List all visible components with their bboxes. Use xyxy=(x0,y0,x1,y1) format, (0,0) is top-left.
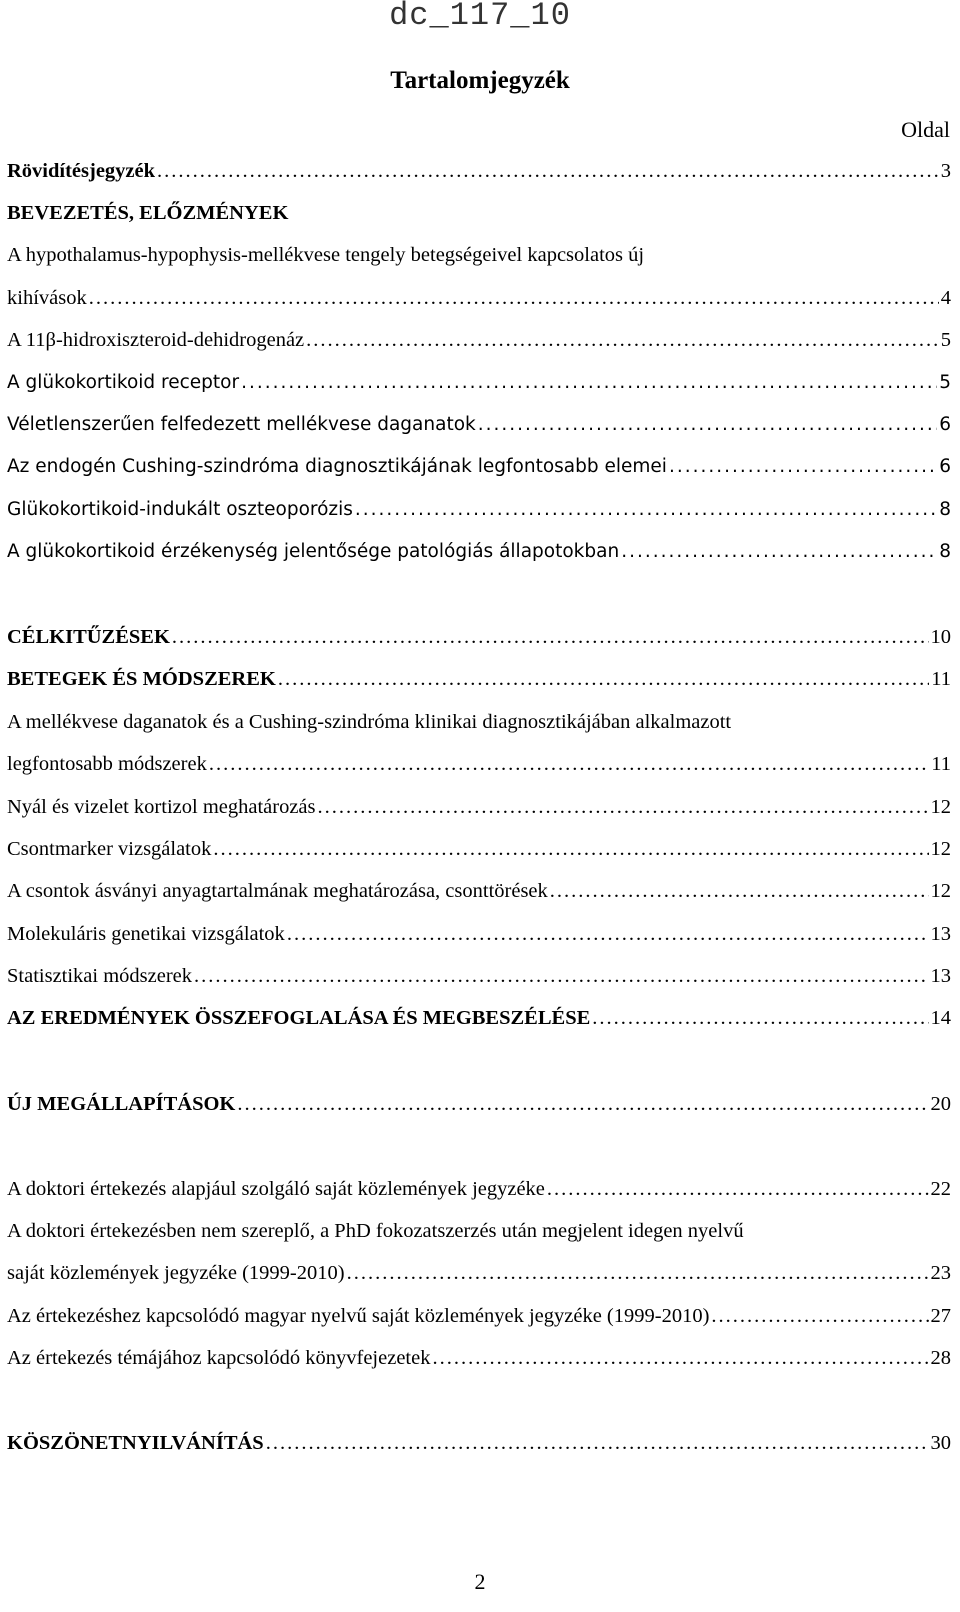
leader-dots xyxy=(194,961,928,991)
toc-entry-betegek[interactable] xyxy=(7,664,951,696)
leader-dots xyxy=(278,664,929,694)
toc-entry-magyar[interactable] xyxy=(7,1301,951,1333)
toc-entry-page: 27 xyxy=(930,1305,951,1327)
toc-entry-uj-megallapitasok[interactable] xyxy=(7,1089,951,1121)
toc-entry-page: 23 xyxy=(930,1262,951,1284)
toc-entry-page: 28 xyxy=(930,1347,951,1369)
page-column-label: Oldal xyxy=(901,117,950,142)
leader-dots xyxy=(318,792,929,822)
toc-entry-title: BETEGEK ÉS MÓDSZEREK xyxy=(7,668,276,690)
toc-entry-celkituzesek[interactable] xyxy=(7,622,951,654)
leader-dots xyxy=(355,495,937,525)
toc-entry-page: 3 xyxy=(940,160,951,182)
toc-entry-rovidites[interactable] xyxy=(7,156,951,188)
toc-entry-csontmarker[interactable] xyxy=(7,834,951,866)
page-number: 2 xyxy=(474,1569,486,1594)
toc-entry-title: Véletlenszerűen felfedezett mellékvese daganatok xyxy=(7,414,476,435)
toc-entry-page: 12 xyxy=(930,880,951,902)
toc-entry-kozlemenyek[interactable] xyxy=(7,1174,951,1206)
leader-dots xyxy=(89,283,939,313)
toc-entry-title: ÚJ MEGÁLLAPÍTÁSOK xyxy=(7,1093,236,1115)
page-title: Tartalomjegyzék xyxy=(390,67,570,94)
toc-entry-title: A csontok ásványi anyagtartalmának meghatározása, csonttörések xyxy=(7,880,548,902)
toc-entry-erzekenyseg[interactable] xyxy=(7,537,951,569)
toc-entry-title: legfontosabb módszerek xyxy=(7,753,207,775)
toc-entry-csontok[interactable] xyxy=(7,876,951,908)
toc-entry-page: 8 xyxy=(939,499,951,520)
leader-dots xyxy=(478,410,937,440)
toc-entry-page: 6 xyxy=(939,456,951,477)
leader-dots xyxy=(547,1174,929,1204)
toc-entry-page: 13 xyxy=(930,965,951,987)
leader-dots xyxy=(287,919,929,949)
toc-entry-title: Molekuláris genetikai vizsgálatok xyxy=(7,923,285,945)
toc-entry-page: 30 xyxy=(930,1432,951,1454)
toc-entry-konyvfejezetek[interactable] xyxy=(7,1343,951,1375)
toc-entry-page: 12 xyxy=(930,796,951,818)
toc-entry-page: 12 xyxy=(930,838,951,860)
leader-dots xyxy=(213,834,928,864)
toc-entry-title: A glükokortikoid receptor xyxy=(7,372,240,393)
toc-entry-page: 20 xyxy=(930,1093,951,1115)
toc-entry-title: CÉLKITŰZÉSEK xyxy=(7,626,170,648)
toc-entry-veletlen[interactable] xyxy=(7,410,951,442)
leader-dots xyxy=(241,368,937,398)
toc-entry-title: Rövidítésjegyzék xyxy=(7,160,156,182)
toc-entry-page: 4 xyxy=(940,287,951,309)
toc-entry-nem-szereplo[interactable] xyxy=(7,1258,951,1290)
leader-dots xyxy=(347,1258,929,1288)
toc-entry-title: AZ EREDMÉNYEK ÖSSZEFOGLALÁSA ÉS MEGBESZÉLÉSE xyxy=(7,1007,591,1029)
leader-dots xyxy=(172,622,929,652)
leader-dots xyxy=(306,325,939,355)
toc-entry-title: A 11β-hidroxiszteroid-dehidrogenáz xyxy=(7,329,305,351)
toc-entry-page: 6 xyxy=(939,414,951,435)
toc-entry-title: kihívások xyxy=(7,287,87,309)
leader-dots xyxy=(550,876,929,906)
leader-dots xyxy=(621,537,937,567)
leader-dots xyxy=(209,749,929,779)
toc-entry-eredmenyek[interactable] xyxy=(7,1003,951,1035)
toc-entry-statisztika[interactable] xyxy=(7,961,951,993)
leader-dots xyxy=(237,1089,928,1119)
toc-entry-title: Csontmarker vizsgálatok xyxy=(7,838,212,860)
toc-entry-page: 14 xyxy=(930,1007,951,1029)
toc-entry-page: 5 xyxy=(939,372,951,393)
toc-entry-nyal[interactable] xyxy=(7,792,951,824)
toc-entry-title: KÖSZÖNETNYILVÁNÍTÁS xyxy=(7,1432,264,1454)
leader-dots xyxy=(432,1343,928,1373)
toc-entry-title: Glükokortikoid-indukált oszteoporózis xyxy=(7,499,353,520)
toc-entry-title: saját közlemények jegyzéke (1999-2010) xyxy=(7,1262,345,1284)
toc-entry-hpa[interactable] xyxy=(7,283,951,315)
leader-dots xyxy=(592,1003,928,1033)
toc-entry-page: 11 xyxy=(931,668,951,690)
toc-entry-receptor[interactable] xyxy=(7,368,951,400)
toc-entry-page: 22 xyxy=(930,1178,951,1200)
leader-dots xyxy=(157,156,939,186)
toc-entry-nem-szereplo-line1[interactable]: A doktori értekezésben nem szereplő, a PhD fokozatszerzés után megjelent idegen nyelvű xyxy=(7,1220,744,1242)
toc-entry-title: Nyál és vizelet kortizol meghatározás xyxy=(7,796,316,818)
toc-entry-page: 8 xyxy=(939,541,951,562)
toc-entry-title: Az értekezéshez kapcsolódó magyar nyelvű saját közlemények jegyzéke (1999-2010) xyxy=(7,1305,710,1327)
toc-entry-modszerek[interactable] xyxy=(7,749,951,781)
toc-entry-page: 13 xyxy=(930,923,951,945)
toc-entry-page: 5 xyxy=(940,329,951,351)
toc-entry-koszonetnyilvanitas[interactable] xyxy=(7,1428,951,1460)
toc-entry-title: Statisztikai módszerek xyxy=(7,965,193,987)
document-id-header: dc_117_10 xyxy=(389,0,571,34)
toc-entry-page: 10 xyxy=(930,626,951,648)
toc-entry-hsd[interactable] xyxy=(7,325,951,357)
toc-entry-cushing-diag[interactable] xyxy=(7,452,951,484)
toc-entry-page: 11 xyxy=(931,753,951,775)
toc-entry-molekularis[interactable] xyxy=(7,919,951,951)
leader-dots xyxy=(711,1301,928,1331)
toc-entry-title: Az értekezés témájához kapcsolódó könyvfejezetek xyxy=(7,1347,431,1369)
toc-heading-bevezetes[interactable]: BEVEZETÉS, ELŐZMÉNYEK xyxy=(7,202,289,224)
leader-dots xyxy=(669,452,937,482)
toc-entry-modszerek-line1[interactable]: A mellékvese daganatok és a Cushing-szindróma klinikai diagnosztikájában alkalmazott xyxy=(7,711,732,733)
toc-entry-title: A doktori értekezés alapjául szolgáló saját közlemények jegyzéke xyxy=(7,1178,545,1200)
toc-entry-hpa-line1[interactable]: A hypothalamus-hypophysis-mellékvese tengely betegségeivel kapcsolatos új xyxy=(7,244,645,266)
toc-entry-title: A glükokortikoid érzékenység jelentősége patológiás állapotokban xyxy=(7,541,620,562)
toc-entry-title: Az endogén Cushing-szindróma diagnosztikájának legfontosabb elemei xyxy=(7,456,667,477)
toc-entry-osteo[interactable] xyxy=(7,495,951,527)
leader-dots xyxy=(266,1428,929,1458)
